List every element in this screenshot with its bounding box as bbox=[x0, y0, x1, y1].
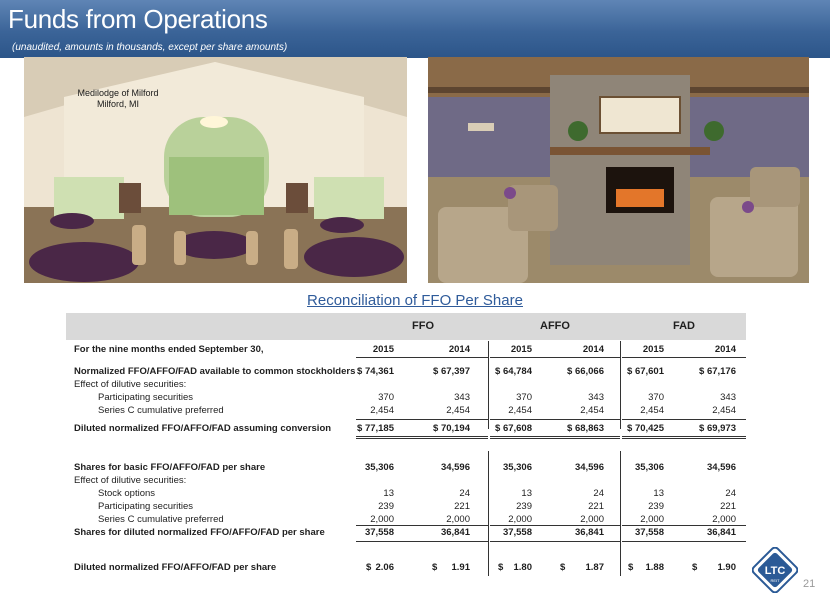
table-cell: 24 bbox=[459, 488, 470, 499]
table-cell: 2,454 bbox=[508, 405, 532, 416]
row-label: Series C cumulative preferred bbox=[98, 514, 224, 525]
shares-diluted-row bbox=[66, 527, 746, 540]
subtotal-underline bbox=[622, 419, 746, 420]
table-cell: $ 69,973 bbox=[699, 423, 736, 434]
lounge-fireplace-photo bbox=[428, 57, 809, 283]
total-double-underline bbox=[490, 436, 620, 439]
table-cell: 1.90 bbox=[717, 562, 736, 573]
participating-shares-row bbox=[66, 501, 746, 514]
table-cell: 343 bbox=[720, 392, 736, 403]
photo-caption-name: Medilodge of Milford bbox=[77, 88, 159, 98]
table-cell: 1.88 bbox=[645, 562, 664, 573]
year-affo-2014: 2014 bbox=[582, 344, 604, 355]
effect-dilutive-shares-row bbox=[66, 475, 746, 488]
table-cell: 37,558 bbox=[364, 527, 394, 538]
row-label: Normalized FFO/AFFO/FAD available to common stockholders bbox=[74, 366, 356, 377]
dollar-sign: $ bbox=[366, 562, 372, 573]
table-cell: $ 74,361 bbox=[357, 366, 394, 377]
table-cell: 24 bbox=[593, 488, 604, 499]
dollar-sign: $ bbox=[628, 562, 634, 573]
table-cell: 2,000 bbox=[446, 514, 470, 525]
period-label: For the nine months ended September 30, bbox=[74, 344, 264, 355]
table-cell: $ 67,176 bbox=[699, 366, 736, 377]
participating-securities-row bbox=[66, 392, 746, 405]
subtotal-underline bbox=[356, 525, 488, 526]
table-cell: 2,454 bbox=[712, 405, 736, 416]
table-cell: 35,306 bbox=[634, 462, 664, 473]
ltc-logo bbox=[752, 547, 798, 593]
table-cell: 239 bbox=[378, 501, 394, 512]
total-underline bbox=[356, 541, 488, 542]
table-cell: 370 bbox=[378, 392, 394, 403]
year-ffo-2014: 2014 bbox=[448, 344, 470, 355]
row-label: Diluted normalized FFO/AFFO/FAD assuming conversion bbox=[74, 423, 332, 434]
table-cell: 36,841 bbox=[706, 527, 736, 538]
row-label: Effect of dilutive securities: bbox=[74, 475, 187, 486]
row-label: Shares for basic FFO/AFFO/FAD per share bbox=[74, 462, 266, 473]
group-header-fad: FAD bbox=[673, 320, 695, 332]
table-cell: 36,841 bbox=[440, 527, 470, 538]
table-cell: 221 bbox=[588, 501, 604, 512]
table-cell: $ 66,066 bbox=[567, 366, 604, 377]
group-header-affo: AFFO bbox=[540, 320, 570, 332]
table-cell: 2,454 bbox=[580, 405, 604, 416]
table-cell: 34,596 bbox=[706, 462, 736, 473]
table-cell: 239 bbox=[516, 501, 532, 512]
table-cell: $ 68,863 bbox=[567, 423, 604, 434]
page-title: Funds from Operations bbox=[8, 4, 268, 34]
row-label: Series C cumulative preferred bbox=[98, 405, 224, 416]
table-cell: $ 67,397 bbox=[433, 366, 470, 377]
table-cell: $ 70,194 bbox=[433, 423, 470, 434]
effect-dilutive-row bbox=[66, 379, 746, 392]
table-cell: 35,306 bbox=[502, 462, 532, 473]
year-ffo-2015: 2015 bbox=[372, 344, 394, 355]
table-cell: 239 bbox=[648, 501, 664, 512]
row-label: Stock options bbox=[98, 488, 156, 499]
table-cell: 34,596 bbox=[440, 462, 470, 473]
table-cell: 36,841 bbox=[574, 527, 604, 538]
dollar-sign: $ bbox=[692, 562, 698, 573]
table-cell: 2,000 bbox=[712, 514, 736, 525]
total-double-underline bbox=[622, 436, 746, 439]
table-cell: 1.91 bbox=[451, 562, 470, 573]
table-cell: 2,000 bbox=[580, 514, 604, 525]
total-underline bbox=[622, 541, 746, 542]
dollar-sign: $ bbox=[432, 562, 438, 573]
table-cell: 34,596 bbox=[574, 462, 604, 473]
table-cell: $ 70,425 bbox=[627, 423, 664, 434]
table-cell: 13 bbox=[383, 488, 394, 499]
series-c-row bbox=[66, 405, 746, 418]
subtotal-underline bbox=[490, 525, 620, 526]
normalized-ffo-row bbox=[66, 366, 746, 379]
dollar-sign: $ bbox=[498, 562, 504, 573]
diluted-normalized-row bbox=[66, 423, 746, 436]
table-cell: 2,000 bbox=[508, 514, 532, 525]
year-fad-2015: 2015 bbox=[642, 344, 664, 355]
row-label: Participating securities bbox=[98, 392, 194, 403]
row-label: Participating securities bbox=[98, 501, 194, 512]
table-cell: $ 77,185 bbox=[357, 423, 394, 434]
table-cell: 2,454 bbox=[640, 405, 664, 416]
table-cell: 343 bbox=[588, 392, 604, 403]
shares-basic-row bbox=[66, 462, 746, 475]
logo-subtext: REIT bbox=[770, 578, 780, 583]
row-label: Effect of dilutive securities: bbox=[74, 379, 187, 390]
table-cell: 221 bbox=[720, 501, 736, 512]
year-underline-ffo bbox=[356, 357, 488, 358]
table-cell: 2.06 bbox=[375, 562, 394, 573]
table-cell: 13 bbox=[653, 488, 664, 499]
year-fad-2014: 2014 bbox=[714, 344, 736, 355]
table-cell: 221 bbox=[454, 501, 470, 512]
table-cell: $ 67,608 bbox=[495, 423, 532, 434]
table-cell: 1.87 bbox=[585, 562, 604, 573]
row-label: Diluted normalized FFO/AFFO/FAD per share bbox=[74, 562, 277, 573]
page-number: 21 bbox=[803, 578, 816, 590]
logo-text: LTC bbox=[764, 565, 786, 577]
table-year-header-row bbox=[66, 344, 746, 357]
row-label: Shares for diluted normalized FFO/AFFO/FAD per share bbox=[74, 527, 325, 538]
photo-caption-location: Milford, MI bbox=[96, 99, 139, 109]
stock-options-row bbox=[66, 488, 746, 501]
total-underline bbox=[490, 541, 620, 542]
table-cell: 2,000 bbox=[640, 514, 664, 525]
table-cell: 37,558 bbox=[634, 527, 664, 538]
year-underline-fad bbox=[622, 357, 746, 358]
table-cell: $ 67,601 bbox=[627, 366, 664, 377]
header-bar bbox=[0, 0, 830, 58]
total-double-underline bbox=[356, 436, 488, 439]
table-cell: 370 bbox=[516, 392, 532, 403]
per-share-row bbox=[66, 562, 746, 575]
table-cell: 35,306 bbox=[364, 462, 394, 473]
year-underline-affo bbox=[490, 357, 620, 358]
table-cell: 2,000 bbox=[370, 514, 394, 525]
table-cell: 13 bbox=[521, 488, 532, 499]
dollar-sign: $ bbox=[560, 562, 566, 573]
table-cell: 24 bbox=[725, 488, 736, 499]
photo-caption bbox=[68, 88, 168, 110]
table-cell: 343 bbox=[454, 392, 470, 403]
table-cell: 37,558 bbox=[502, 527, 532, 538]
subtotal-underline bbox=[490, 419, 620, 420]
table-cell: 2,454 bbox=[446, 405, 470, 416]
subtotal-underline bbox=[622, 525, 746, 526]
section-title: Reconciliation of FFO Per Share bbox=[307, 292, 523, 309]
table-cell: $ 64,784 bbox=[495, 366, 532, 377]
subtotal-underline bbox=[356, 419, 488, 420]
dining-room-photo bbox=[24, 57, 407, 283]
year-affo-2015: 2015 bbox=[510, 344, 532, 355]
table-cell: 1.80 bbox=[513, 562, 532, 573]
page-subtitle: (unaudited, amounts in thousands, except per share amounts) bbox=[12, 42, 288, 53]
table-cell: 370 bbox=[648, 392, 664, 403]
group-header-ffo: FFO bbox=[412, 320, 434, 332]
table-cell: 2,454 bbox=[370, 405, 394, 416]
